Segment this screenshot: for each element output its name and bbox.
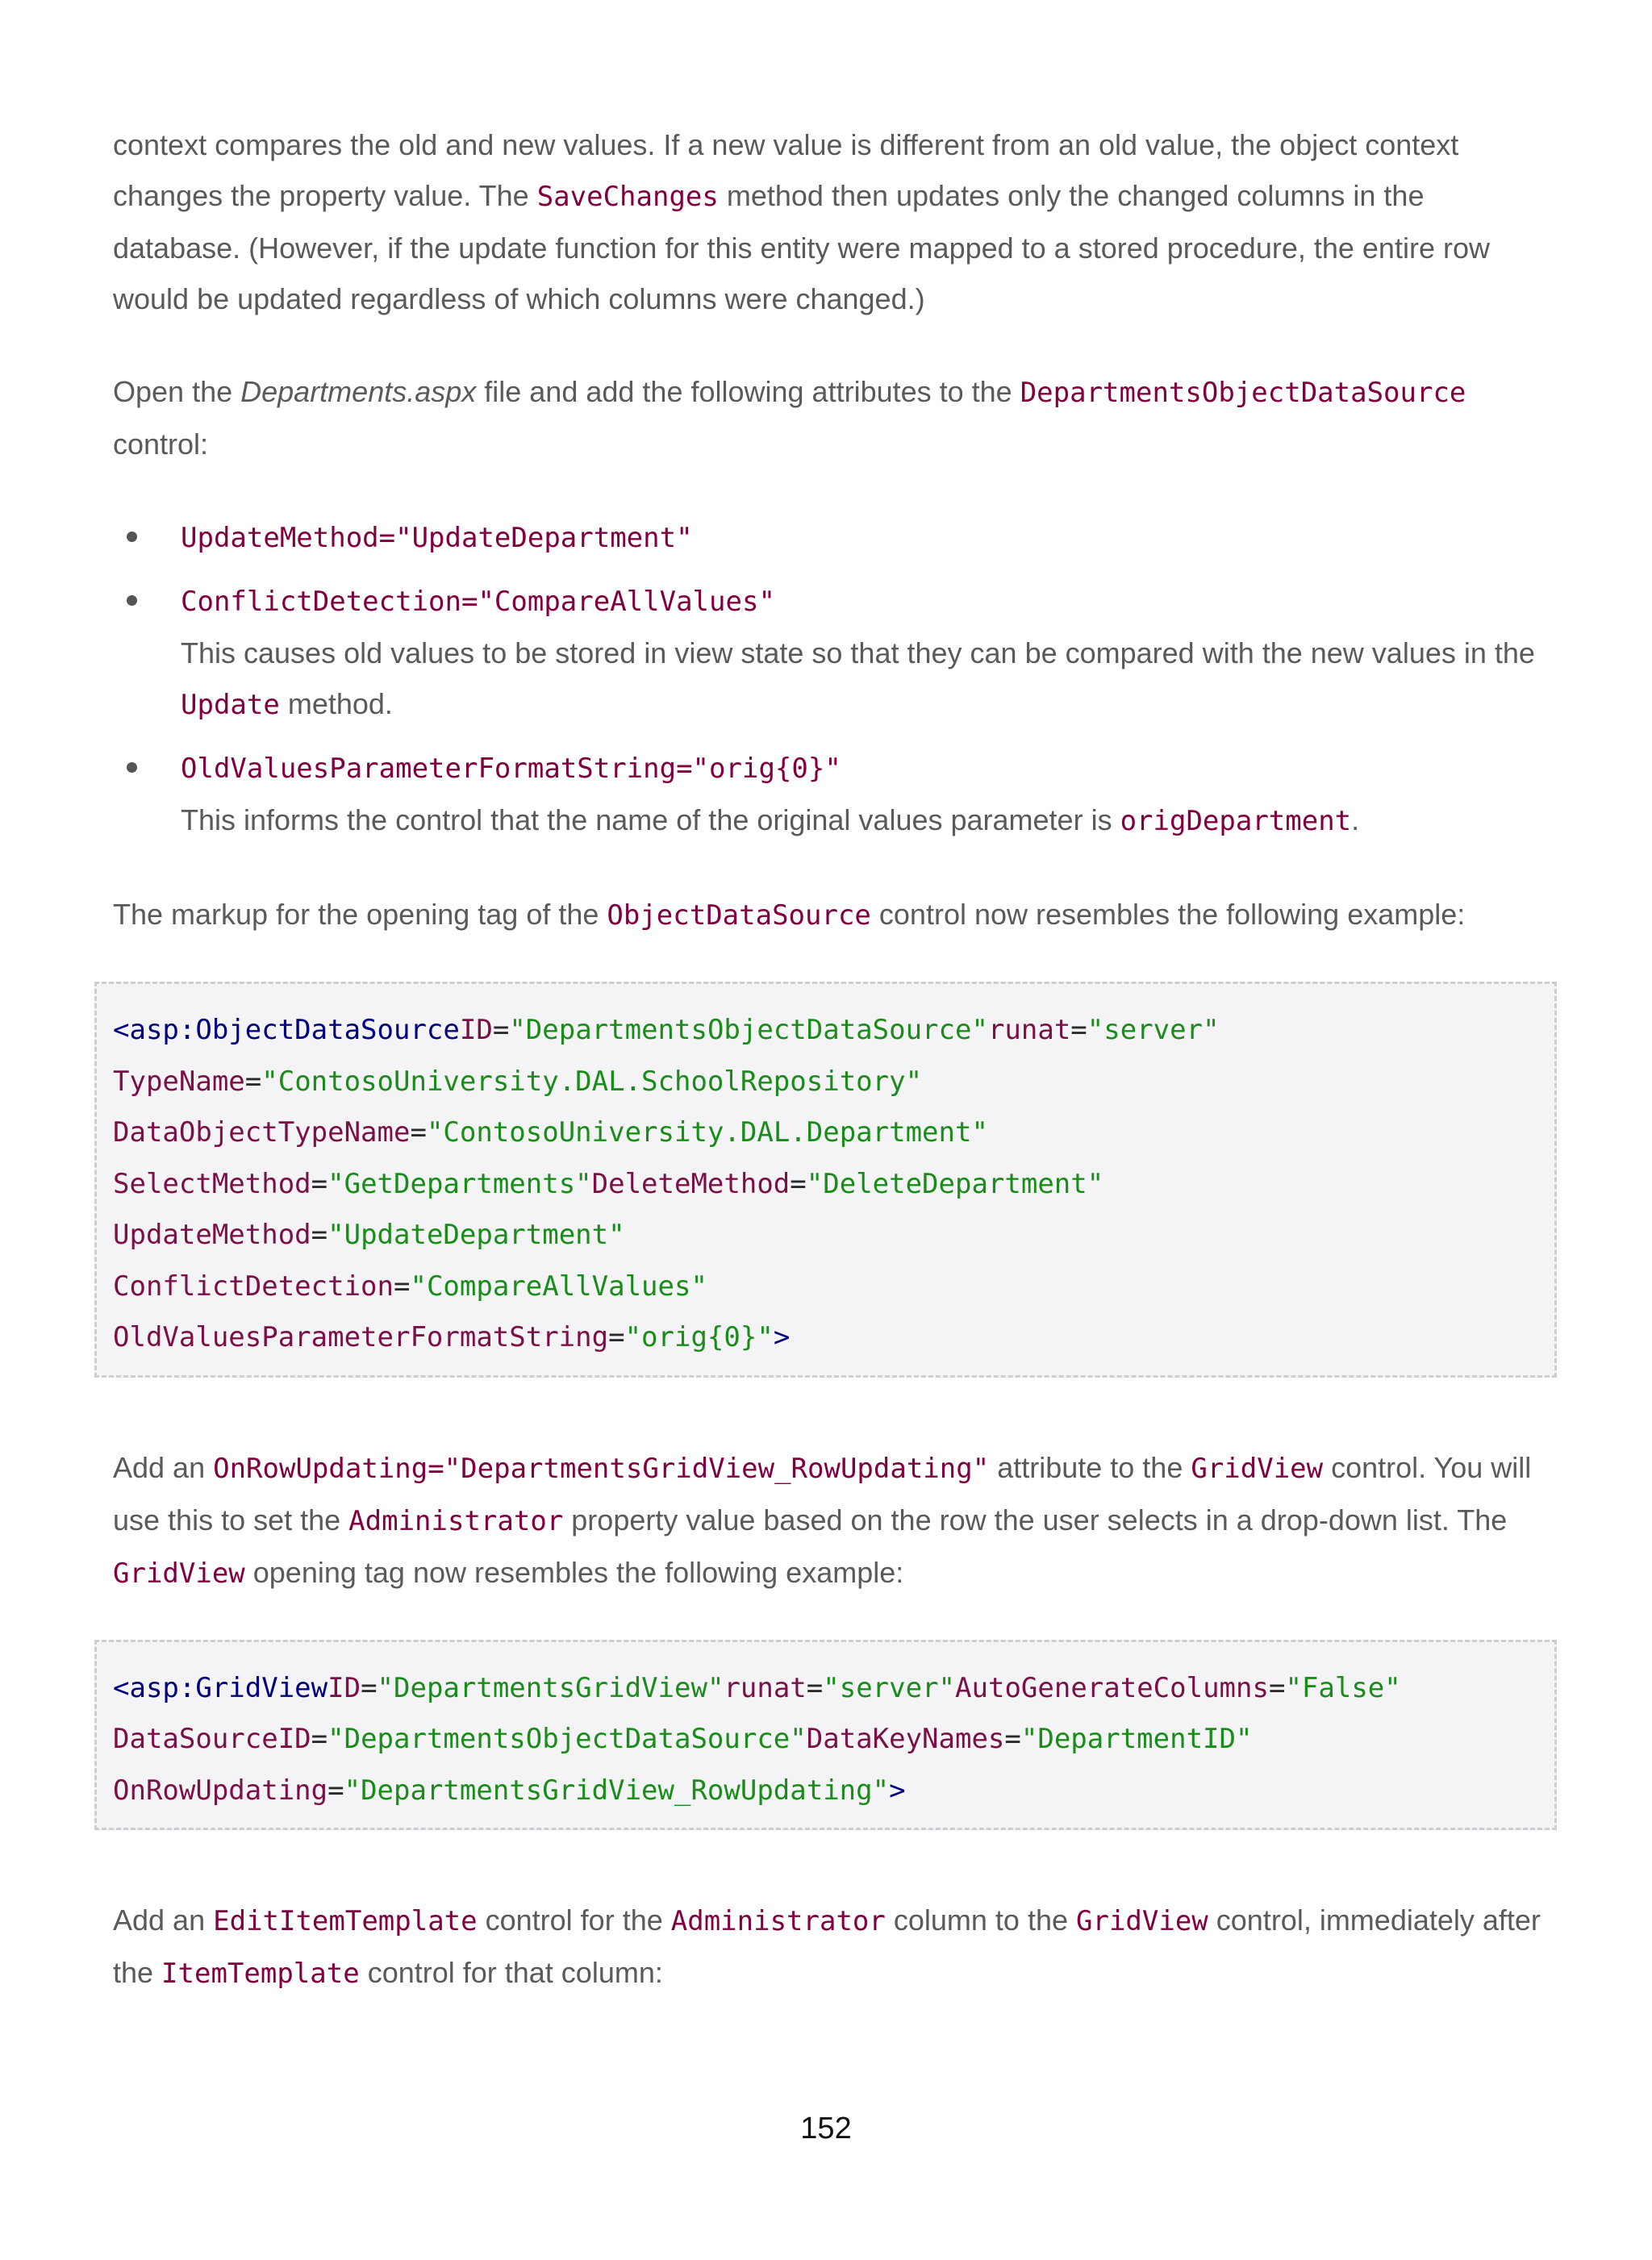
paragraph-open-file: Open the Departments.aspx file and add the following attributes to the DepartmentsObjectDataSource control:: [113, 375, 1466, 461]
list-item-description: This informs the control that the name of the original values parameter is: [181, 803, 1120, 836]
inline-code-origdepartment: origDepartment: [1120, 805, 1352, 837]
code-line: OnRowUpdating="DepartmentsGridView_RowUpdating">: [113, 1774, 906, 1807]
code-block-objectdatasource: [94, 982, 1557, 1378]
list-item-description: This causes old values to be stored in view state so that they can be compared with the new values in the: [181, 636, 1535, 669]
code-line: <asp:ObjectDataSourceID="DepartmentsObjectDataSource"runat="server": [113, 1014, 1220, 1046]
list-item-code: ConflictDetection="CompareAllValues": [181, 586, 775, 618]
bullet-icon: [127, 762, 137, 773]
code-line: DataSourceID="DepartmentsObjectDataSource"DataKeyNames="DepartmentID": [113, 1723, 1253, 1755]
inline-code-datasource-name: DepartmentsObjectDataSource: [1020, 377, 1466, 409]
inline-code-onrowupdating: OnRowUpdating="DepartmentsGridView_RowUpdating": [213, 1452, 990, 1485]
code-line: DataObjectTypeName="ContosoUniversity.DAL.Department": [113, 1116, 988, 1149]
inline-code-update: Update: [181, 689, 280, 721]
code-line: ConflictDetection="CompareAllValues": [113, 1270, 707, 1303]
list-item: ConflictDetection="CompareAllValues" This causes old values to be stored in view state so that they can be compared with the new values in the Update method.: [113, 575, 1557, 731]
inline-code-objectdatasource: ObjectDataSource: [607, 899, 871, 932]
bullet-icon: [127, 595, 137, 606]
code-block-gridview: [94, 1640, 1557, 1831]
page-number: 152: [800, 2112, 852, 2145]
inline-code-gridview: GridView: [113, 1557, 245, 1590]
list-item-code: UpdateMethod="UpdateDepartment": [181, 522, 693, 554]
paragraph-edititemtemplate: Add an EditItemTemplate control for the Administrator column to the GridView control, immediately after the ItemTemplate control for that column:: [113, 1903, 1541, 1990]
paragraph-onrowupdating: Add an OnRowUpdating="DepartmentsGridView_RowUpdating" attribute to the GridView control. You will use this to set the Administrator property value based on the row the user selects in a drop-down list. The GridView opening tag now resembles the following example:: [113, 1450, 1532, 1590]
code-line: OldValuesParameterFormatString="orig{0}">: [113, 1321, 791, 1353]
inline-code-gridview: GridView: [1191, 1452, 1324, 1485]
inline-code-savechanges: SaveChanges: [536, 181, 719, 213]
inline-code-administrator: Administrator: [670, 1905, 886, 1937]
inline-code-administrator: Administrator: [348, 1504, 564, 1537]
paragraph-object-context: context compares the old and new values. If a new value is different from an old value, the object context changes the property value. The SaveChanges method then updates only the changed columns in the database. (However, if the update function for this entity were mapped to a stored procedure, the entire row would be updated regardless of which columns were changed.): [113, 128, 1490, 315]
code-line: UpdateMethod="UpdateDepartment": [113, 1219, 625, 1251]
list-item-code: OldValuesParameterFormatString="orig{0}": [181, 753, 841, 785]
inline-code-edititemtemplate: EditItemTemplate: [213, 1905, 478, 1937]
attribute-list: [113, 511, 1557, 847]
file-name: Departments.aspx: [240, 375, 477, 408]
list-item: OldValuesParameterFormatString="orig{0}" This informs the control that the name of the original values parameter is origDepartment.: [113, 742, 1557, 847]
list-item: [113, 511, 1557, 564]
inline-code-gridview: GridView: [1076, 1905, 1208, 1937]
bullet-icon: [127, 532, 137, 542]
code-line: <asp:GridViewID="DepartmentsGridView"runat="server"AutoGenerateColumns="False": [113, 1671, 1401, 1704]
code-line: TypeName="ContosoUniversity.DAL.SchoolRepository": [113, 1065, 923, 1098]
document-page: [113, 119, 1557, 1999]
inline-code-itemtemplate: ItemTemplate: [161, 1958, 360, 1990]
paragraph-markup-example: The markup for the opening tag of the ObjectDataSource control now resembles the following example:: [113, 898, 1466, 932]
code-line: SelectMethod="GetDepartments"DeleteMethod="DeleteDepartment": [113, 1167, 1104, 1200]
